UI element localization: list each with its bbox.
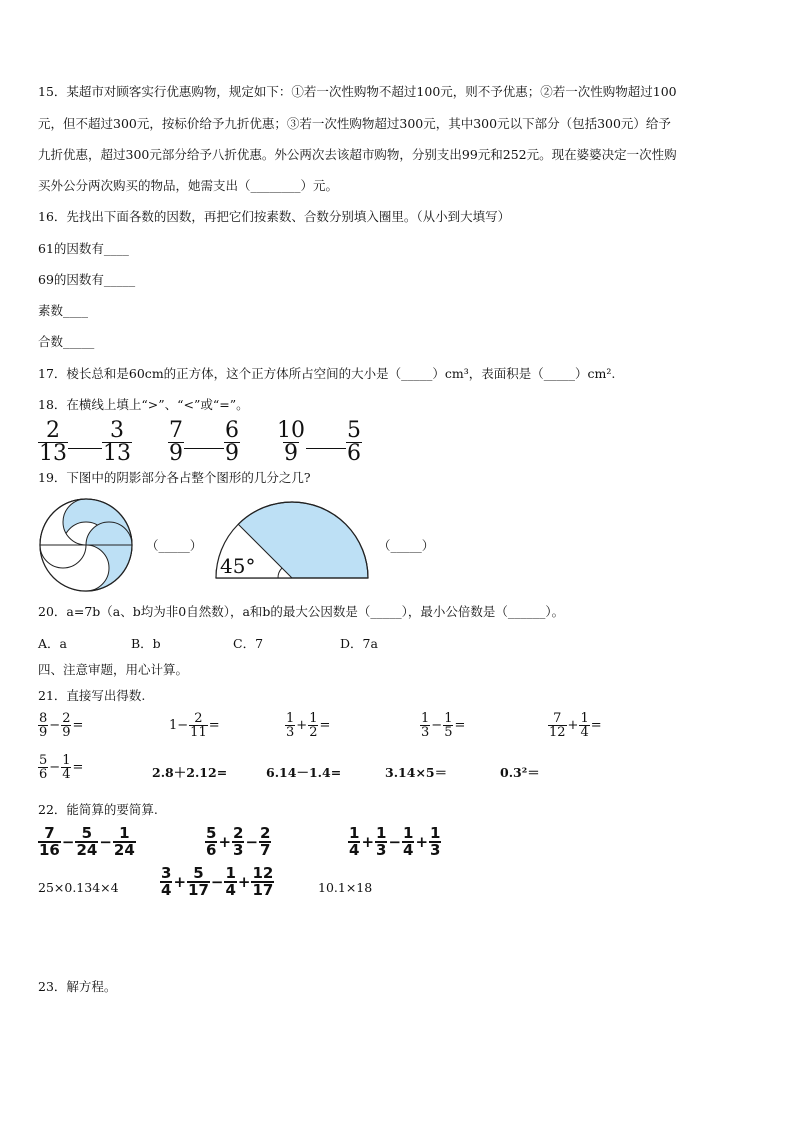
q20-text: 20．a=7b（a、b均为非0自然数），a和b的最大公因数是（_____），最小公倍数是（______）。 [38,604,565,619]
q18-blank-3[interactable] [306,448,346,449]
q19-semicircle-figure [212,500,372,582]
q16-factors-69: 69的因数有_____ [38,272,136,287]
q20-option-d[interactable]: D．7a [340,636,378,651]
q22-expr-3: $\frac{1}{4}$ + $\frac{1}{3}$ − $\frac{1}{4}$ + $\frac{1}{3}$ [349,824,441,859]
q15-line-2: 元，但不超过300元，按标价给予九折优惠；③若一次性购物超过300元，其中300元以下部分（包括300元）给予 [38,116,671,131]
q18-frac-1a: $\frac{2}{13}$ [39,418,67,466]
q15-line-1: 15．某超市对顾客实行优惠购物，规定如下：①若一次性购物不超过100元，则不予优惠；②若一次性购物超过100 [38,84,677,99]
q18-compare-row [38,420,362,465]
q18-frac-3a: $\frac{10}{9}$ [277,418,305,466]
q18-frac-2b: $\frac{6}{9}$ [225,418,239,466]
q19-angle-label: 45° [220,554,256,578]
q21-expr-7: 2.8＋2.12= [152,765,228,780]
q22-expr-2: $\frac{5}{6}$ + $\frac{2}{3}$ − $\frac{2}{7}$ [206,824,271,859]
q21-expr-5: $\frac{7}{12}$ + $\frac{1}{4}$ = [549,711,602,740]
q19-title: 19．下图中的阴影部分各占整个图形的几分之几? [38,470,311,485]
q22-title: 22．能简算的要简算. [38,802,158,817]
q16-prime: 素数____ [38,303,89,318]
q18-frac-3b: $\frac{5}{6}$ [347,418,361,466]
q19-yinyang-figure [38,498,138,594]
q21-expr-10: 0.3²＝ [500,765,540,780]
q21-expr-8: 6.14－1.4= [266,765,342,780]
q18-blank-2[interactable] [184,448,224,449]
q18-frac-2a: $\frac{7}{9}$ [169,418,183,466]
q20-option-c[interactable]: C．7 [233,636,264,651]
q23-title: 23．解方程。 [38,979,117,994]
q15-line-4: 买外公分两次购买的物品，她需支出（________）元。 [38,178,339,193]
q16-factors-61: 61的因数有____ [38,241,129,256]
q16-composite: 合数_____ [38,334,95,349]
q21-expr-2: 1− $\frac{2}{11}$ = [169,711,220,740]
q22-expr-1: $\frac{7}{16}$ − $\frac{5}{24}$ − $\frac{1}{24}$ [39,824,135,859]
q22-expr-5: $\frac{3}{4}$ + $\frac{5}{17}$ − $\frac{1}{4}$ + $\frac{12}{17}$ [161,864,274,899]
q18-frac-1b: $\frac{3}{13}$ [103,418,131,466]
q15-line-3: 九折优惠，超过300元部分给予八折优惠。外公两次去该超市购物，分别支出99元和252元。现在婆婆决定一次性购 [38,147,677,162]
q18-title: 18．在横线上填上“>”、“<”或“=”。 [38,397,249,412]
q19-blank-2[interactable]: （_____） [378,538,435,553]
q22-expr-6: 10.1×18 [318,880,373,895]
q21-expr-3: $\frac{1}{3}$ + $\frac{1}{2}$ = [286,711,331,740]
q21-expr-1: $\frac{8}{9}$ − $\frac{2}{9}$ = [39,711,84,740]
q19-blank-1[interactable]: （_____） [146,538,203,553]
q16-title: 16．先找出下面各数的因数，再把它们按素数、合数分别填入圈里。（从小到大填写） [38,209,511,224]
q22-expr-4: 25×0.134×4 [38,880,119,895]
section-4-title: 四、注意审题，用心计算。 [38,662,189,677]
q20-option-b[interactable]: B．b [131,636,161,651]
q21-expr-4: $\frac{1}{3}$ − $\frac{1}{5}$ = [421,711,466,740]
q21-title: 21．直接写出得数. [38,688,146,703]
q20-option-a[interactable]: A．a [38,636,67,651]
q21-expr-6: $\frac{5}{6}$ − $\frac{1}{4}$ = [39,753,84,782]
q18-blank-1[interactable] [68,448,102,449]
q21-expr-9: 3.14×5＝ [385,765,448,780]
q17-text: 17．棱长总和是60cm的正方体，这个正方体所占空间的大小是（_____）cm³，表面积是（_____）cm². [38,366,616,381]
